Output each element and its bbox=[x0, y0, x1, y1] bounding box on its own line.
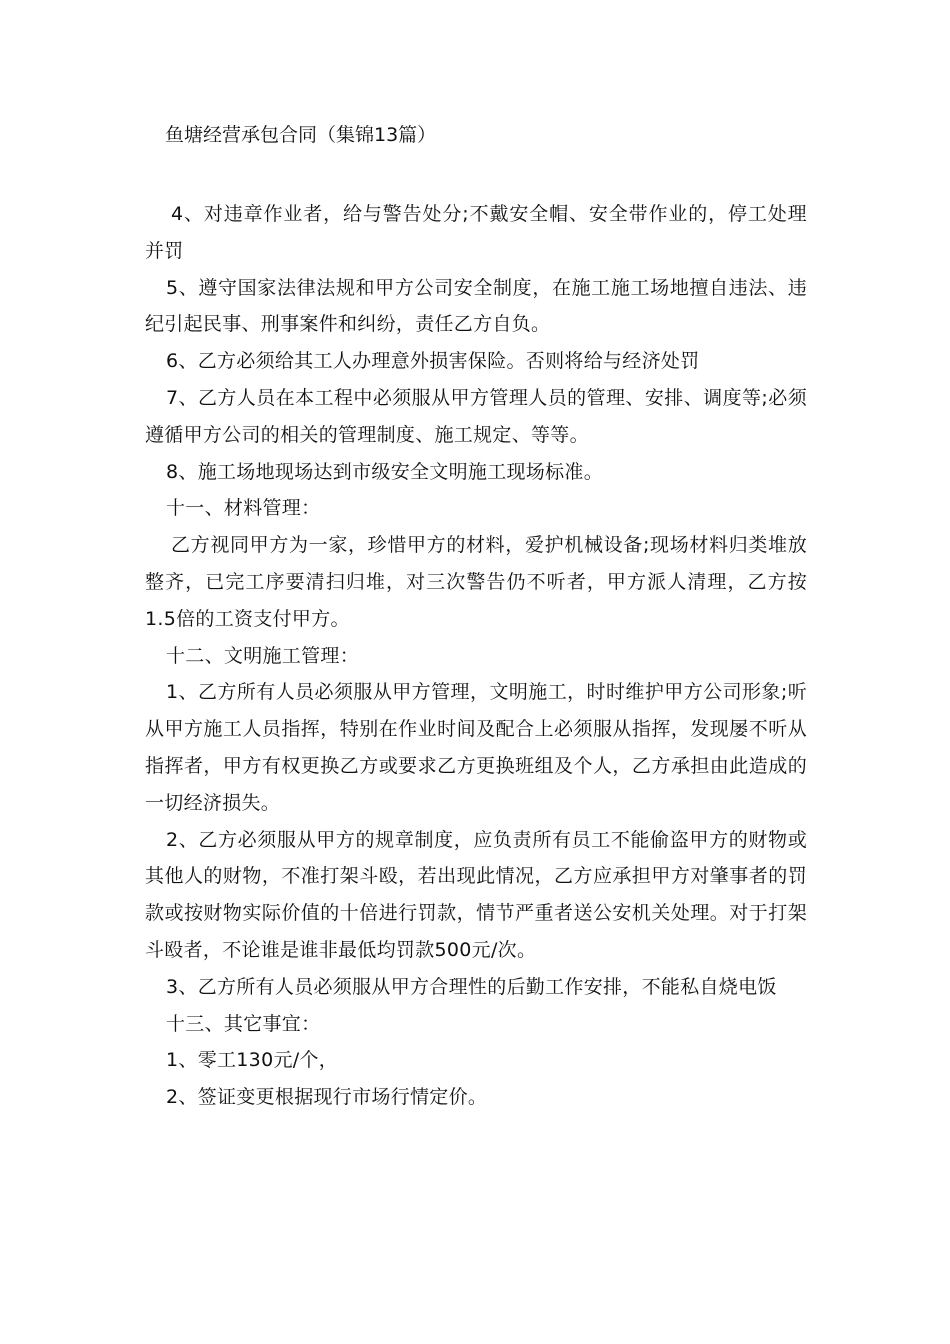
section-12-item-1: 1、乙方所有人员必须服从甲方管理，文明施工，时时维护甲方公司形象;听从甲方施工人员指挥，特别在作业时间及配合上必须服从指挥，发现屡不听从指挥者，甲方有权更换乙方或要求乙方更换班组及个人，乙方承担由此造成的一切经济损失。 bbox=[145, 681, 807, 814]
section-12-item-3: 3、乙方所有人员必须服从甲方合理性的后勤工作安排，不能私自烧电饭 bbox=[166, 975, 777, 998]
clause-8-site-standard: 8、施工场地现场达到市级安全文明施工现场标准。 bbox=[166, 460, 603, 483]
document-body bbox=[145, 196, 807, 1116]
section-12-item-2: 2、乙方必须服从甲方的规章制度，应负责所有员工不能偷盗甲方的财物或其他人的财物，不准打架斗殴，若出现此情况，乙方应承担甲方对肇事者的罚款或按财物实际价值的十倍进行罚款，情节严重者送公安机关处理。对于打架斗殴者，不论谁是谁非最低均罚款500元/次。 bbox=[145, 828, 807, 961]
section-13-item-1: 1、零工130元/个， bbox=[166, 1049, 339, 1072]
clause-5-law-compliance: 5、遵守国家法律法规和甲方公司安全制度，在施工施工场地擅自违法、违纪引起民事、刑事案件和纠纷，责任乙方自负。 bbox=[145, 276, 807, 336]
section-11-heading: 十一、材料管理： bbox=[166, 497, 321, 520]
document-title: 鱼塘经营承包合同（集锦13篇） bbox=[165, 124, 437, 146]
section-13-item-2: 2、签证变更根据现行市场行情定价。 bbox=[166, 1086, 488, 1109]
clause-6-insurance: 6、乙方必须给其工人办理意外损害保险。否则将给与经济处罚 bbox=[166, 350, 700, 373]
section-11-materials-text: 乙方视同甲方为一家，珍惜甲方的材料，爱护机械设备;现场材料归类堆放整齐，已完工序要清扫归堆，对三次警告仍不听者，甲方派人清理，乙方按1.5倍的工资支付甲方。 bbox=[145, 534, 807, 630]
section-13-heading: 十三、其它事宜： bbox=[166, 1012, 321, 1035]
clause-7-obey-management: 7、乙方人员在本工程中必须服从甲方管理人员的管理、安排、调度等;必须遵循甲方公司的相关的管理制度、施工规定、等等。 bbox=[145, 386, 807, 446]
section-12-heading: 十二、文明施工管理： bbox=[166, 644, 360, 667]
clause-4-violation-penalty: 4、对违章作业者，给与警告处分;不戴安全帽、安全带作业的，停工处理并罚 bbox=[145, 203, 807, 262]
